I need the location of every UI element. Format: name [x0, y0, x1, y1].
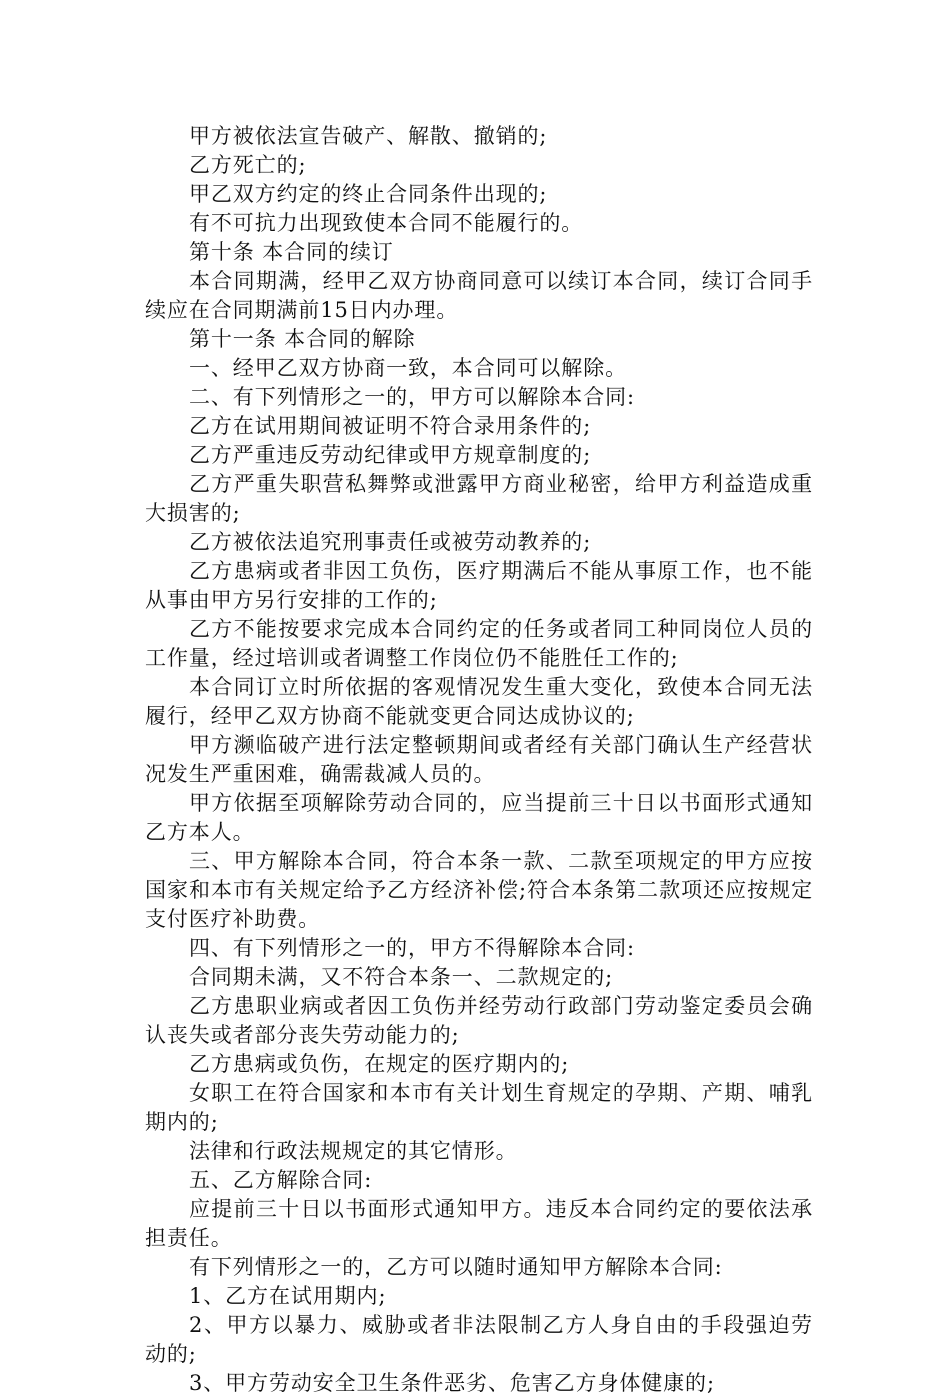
paragraph: 一、经甲乙双方协商一致，本合同可以解除。: [189, 356, 627, 380]
paragraph: 本合同订立时所依据的客观情况发生重大变化，致使本合同无法履行，经甲乙双方协商不能就变更合同达成协议的;: [145, 675, 813, 728]
paragraph: 乙方不能按要求完成本合同约定的任务或者同工种同岗位人员的工作量，经过培训或者调整工作岗位仍不能胜任工作的;: [145, 617, 813, 670]
paragraph: 甲方依据至项解除劳动合同的，应当提前三十日以书面形式通知乙方本人。: [145, 791, 813, 844]
paragraph: 甲方濒临破产进行法定整顿期间或者经有关部门确认生产经营状况发生严重困难，确需裁减人员的。: [145, 733, 813, 786]
section-heading: 第十一条 本合同的解除: [189, 327, 416, 351]
paragraph: 合同期未满，又不符合本条一、二款规定的;: [189, 965, 614, 989]
list-item: 3、甲方劳动安全卫生条件恶劣、危害乙方身体健康的;: [189, 1371, 715, 1395]
paragraph: 三、甲方解除本合同，符合本条一款、二款至项规定的甲方应按国家和本市有关规定给予乙方经济补偿;符合本条第二款项还应按规定支付医疗补助费。: [145, 849, 813, 931]
paragraph: 女职工在符合国家和本市有关计划生育规定的孕期、产期、哺乳期内的;: [145, 1081, 813, 1134]
paragraph: 甲乙双方约定的终止合同条件出现的;: [189, 182, 548, 206]
paragraph: 乙方被依法追究刑事责任或被劳动教养的;: [189, 530, 592, 554]
paragraph: 乙方在试用期间被证明不符合录用条件的;: [189, 414, 592, 438]
paragraph: 法律和行政法规规定的其它情形。: [189, 1139, 518, 1163]
list-item: 2、甲方以暴力、威胁或者非法限制乙方人身自由的手段强迫劳动的;: [145, 1313, 813, 1366]
list-item: 1、乙方在试用期内;: [189, 1284, 387, 1308]
paragraph: 乙方患病或者非因工负伤，医疗期满后不能从事原工作，也不能从事由甲方另行安排的工作的;: [145, 559, 813, 612]
section-heading: 第十条 本合同的续订: [189, 240, 394, 264]
paragraph: 乙方死亡的;: [189, 153, 307, 177]
paragraph: 有下列情形之一的，乙方可以随时通知甲方解除本合同:: [189, 1255, 723, 1279]
paragraph: 乙方患病或负伤，在规定的医疗期内的;: [189, 1052, 570, 1076]
paragraph: 甲方被依法宣告破产、解散、撤销的;: [189, 124, 548, 148]
document-body: [145, 122, 813, 1398]
paragraph: 二、有下列情形之一的，甲方可以解除本合同:: [189, 385, 635, 409]
paragraph: 五、乙方解除合同:: [189, 1168, 373, 1192]
paragraph: 四、有下列情形之一的，甲方不得解除本合同:: [189, 936, 635, 960]
paragraph: 应提前三十日以书面形式通知甲方。违反本合同约定的要依法承担责任。: [145, 1197, 813, 1250]
paragraph: 乙方患职业病或者因工负伤并经劳动行政部门劳动鉴定委员会确认丧失或者部分丧失劳动能力的;: [145, 994, 813, 1047]
paragraph: 有不可抗力出现致使本合同不能履行的。: [189, 211, 584, 235]
paragraph: 本合同期满，经甲乙双方协商同意可以续订本合同，续订合同手续应在合同期满前15日内办理。: [145, 269, 813, 322]
paragraph: 乙方严重违反劳动纪律或甲方规章制度的;: [189, 443, 592, 467]
paragraph: 乙方严重失职营私舞弊或泄露甲方商业秘密，给甲方利益造成重大损害的;: [145, 472, 813, 525]
